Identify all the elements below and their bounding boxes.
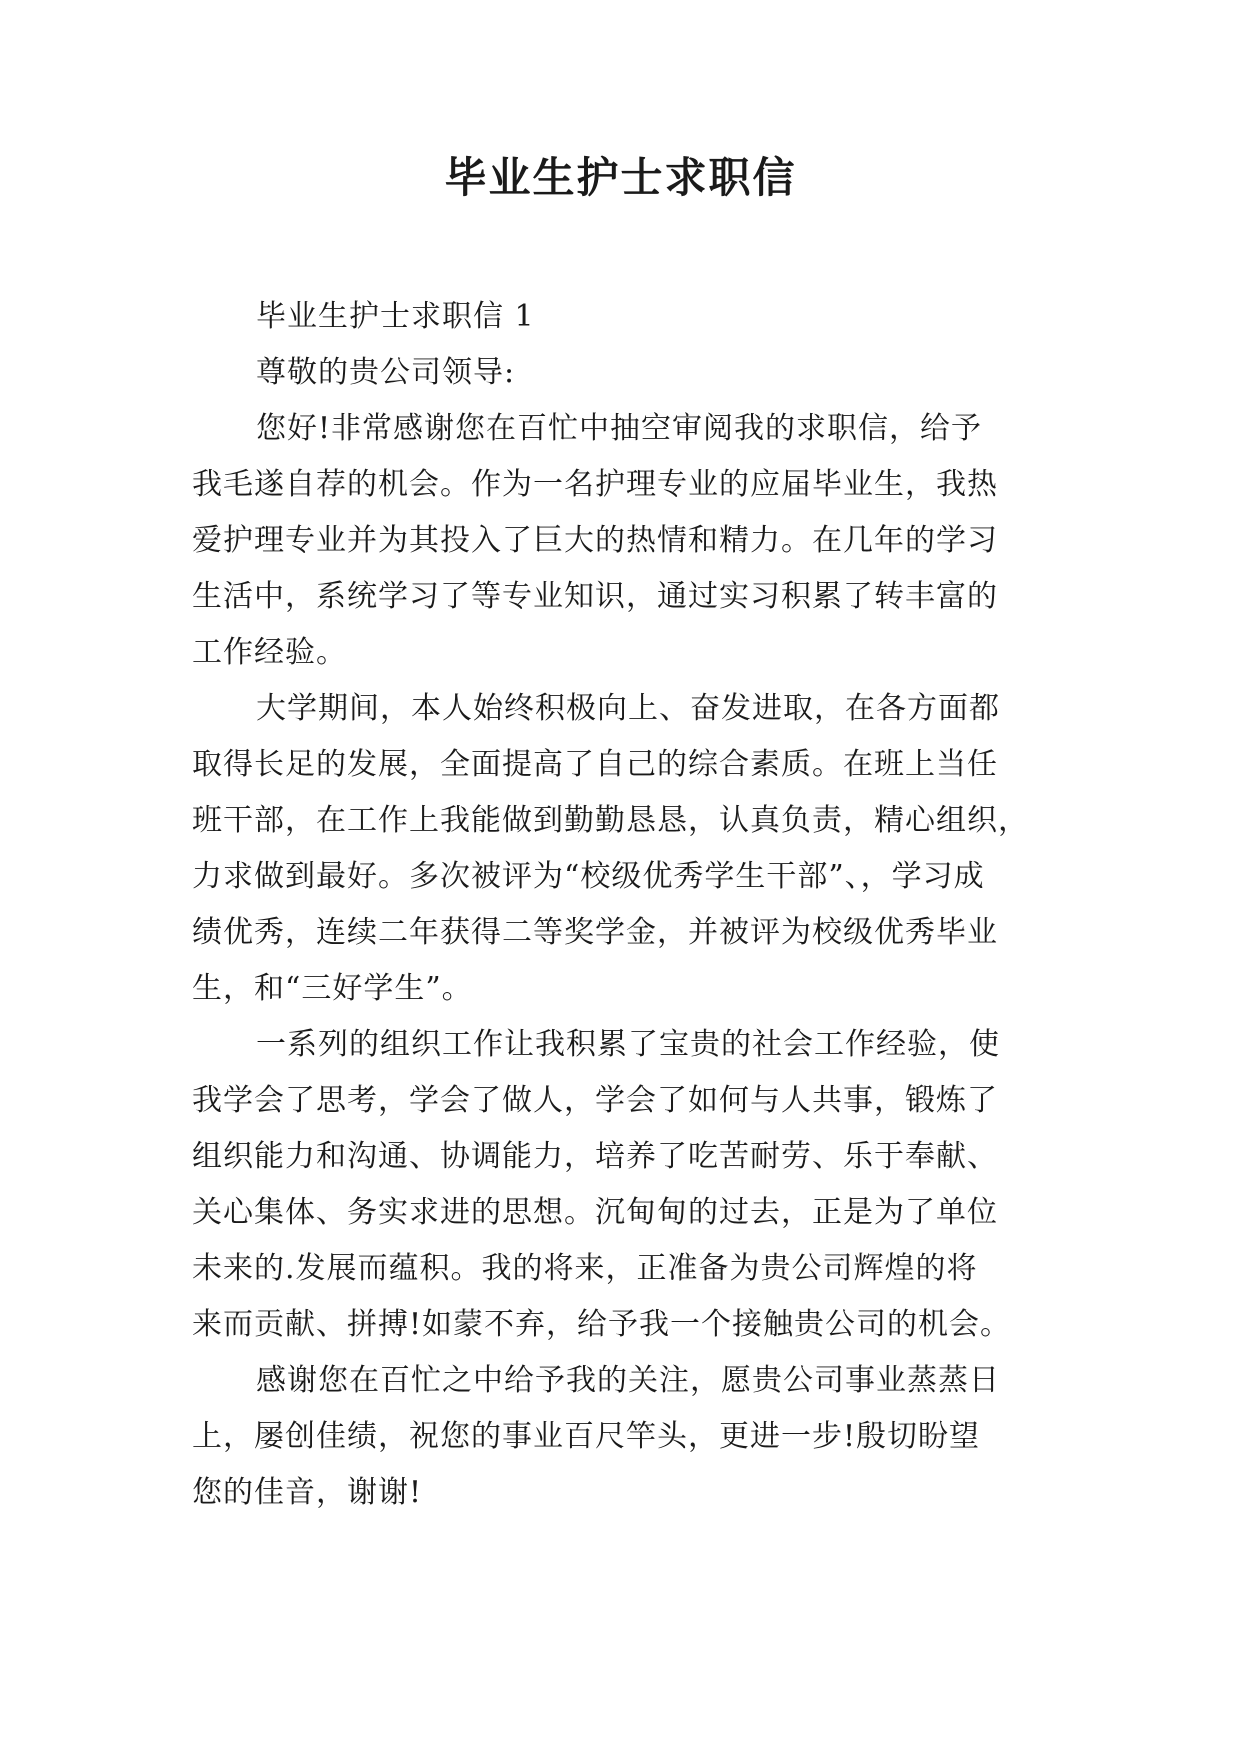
body-line: 生，和“三好学生”。 — [192, 971, 473, 1006]
body-line: 上，屡创佳绩，祝您的事业百尺竿头，更进一步!殷切盼望 — [192, 1419, 981, 1454]
body-line: 绩优秀，连续二年获得二等奖学金，并被评为校级优秀毕业 — [192, 915, 998, 950]
body-line: 班干部，在工作上我能做到勤勤恳恳，认真负责，精心组织， — [192, 803, 1029, 838]
body-line: 感谢您在百忙之中给予我的关注，愿贵公司事业蒸蒸日 — [256, 1363, 1000, 1398]
body-line: 关心集体、务实求进的思想。沉甸甸的过去，正是为了单位 — [192, 1195, 998, 1230]
document-title: 毕业生护士求职信 — [444, 153, 797, 202]
body-line: 您好!非常感谢您在百忙中抽空审阅我的求职信，给予 — [256, 411, 983, 446]
body-line: 大学期间，本人始终积极向上、奋发进取，在各方面都 — [256, 691, 1000, 726]
body-line: 您的佳音，谢谢! — [192, 1475, 423, 1510]
body-line: 我毛遂自荐的机会。作为一名护理专业的应届毕业生，我热 — [192, 467, 998, 502]
body-line: 力求做到最好。多次被评为“校级优秀学生干部”、，学习成 — [192, 859, 985, 894]
body-line: 组织能力和沟通、协调能力，培养了吃苦耐劳、乐于奉献、 — [192, 1139, 998, 1174]
body-line: 工作经验。 — [192, 635, 347, 670]
body-line: 未来的.发展而蕴积。我的将来，正准备为贵公司辉煌的将 — [192, 1251, 978, 1286]
body-line: 一系列的组织工作让我积累了宝贵的社会工作经验，使 — [256, 1027, 1000, 1062]
body-line: 来而贡献、拼搏!如蒙不弃，给予我一个接触贵公司的机会。 — [192, 1307, 1012, 1342]
body-line: 取得长足的发展，全面提高了自己的综合素质。在班上当任 — [192, 747, 998, 782]
body-line: 爱护理专业并为其投入了巨大的热情和精力。在几年的学习 — [192, 523, 998, 558]
body-line: 生活中，系统学习了等专业知识，通过实习积累了转丰富的 — [192, 579, 998, 614]
body-line: 我学会了思考，学会了做人，学会了如何与人共事，锻炼了 — [192, 1083, 998, 1118]
body-line: 尊敬的贵公司领导: — [256, 355, 516, 390]
body-line: 毕业生护士求职信 1 — [256, 299, 535, 334]
document-body — [192, 289, 1052, 1521]
